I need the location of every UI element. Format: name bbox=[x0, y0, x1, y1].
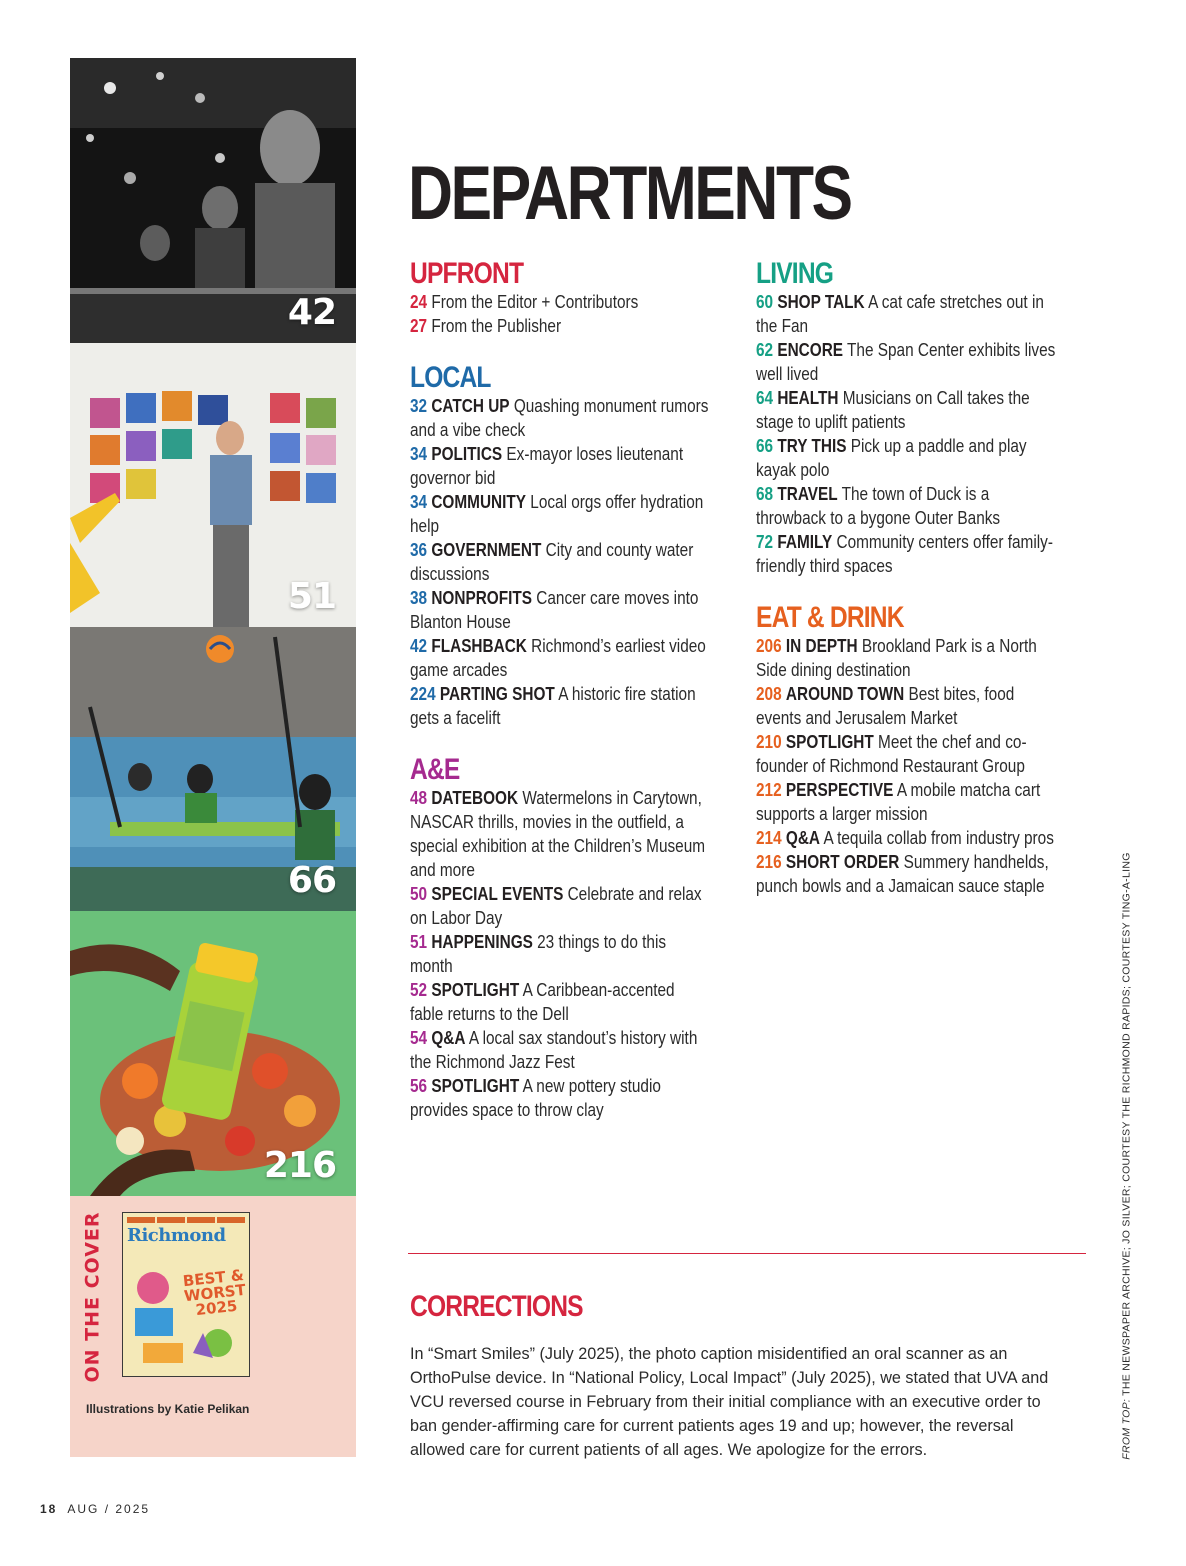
entry-page-number: 51 bbox=[410, 931, 428, 952]
entry-page-number: 212 bbox=[756, 779, 782, 800]
entry-keyword: SHORT ORDER bbox=[785, 851, 900, 872]
section-heading: UPFRONT bbox=[410, 257, 524, 290]
entry-keyword: TRAVEL bbox=[777, 483, 838, 504]
section-heading: LOCAL bbox=[410, 361, 491, 394]
entry-keyword: PERSPECTIVE bbox=[785, 779, 894, 800]
toc-entry[interactable] bbox=[756, 826, 1056, 850]
toc-entry[interactable] bbox=[410, 1026, 710, 1074]
toc-entry[interactable] bbox=[756, 338, 1056, 386]
entry-description: Community centers offer family-friendly third spaces bbox=[756, 531, 1053, 576]
entry-page-number: 208 bbox=[756, 683, 782, 704]
photo-column bbox=[70, 58, 356, 1196]
cover-headline: BEST & WORST 2025 bbox=[182, 1265, 247, 1320]
toc-entry[interactable] bbox=[410, 930, 710, 978]
entry-page-number: 32 bbox=[410, 395, 428, 416]
toc-entry[interactable] bbox=[756, 290, 1056, 338]
corrections-title: CORRECTIONS bbox=[410, 1290, 583, 1323]
toc-entry[interactable] bbox=[410, 1074, 710, 1122]
entry-keyword: NONPROFITS bbox=[431, 587, 533, 608]
toc-entry[interactable] bbox=[756, 434, 1056, 482]
entry-keyword: SHOP TALK bbox=[777, 291, 865, 312]
entry-description: A local sax standout’s history with the Richmond Jazz Fest bbox=[410, 1027, 698, 1072]
entry-keyword: IN DEPTH bbox=[785, 635, 858, 656]
entry-page-number: 60 bbox=[756, 291, 774, 312]
section-heading: LIVING bbox=[756, 257, 834, 290]
entry-keyword: Q&A bbox=[785, 827, 821, 848]
entry-description: A tequila collab from industry pros bbox=[823, 827, 1054, 848]
entry-keyword: CATCH UP bbox=[431, 395, 510, 416]
section-heading: A&E bbox=[410, 753, 460, 786]
toc-entry[interactable] bbox=[756, 386, 1056, 434]
entry-description: Brookland Park is a North Side dining destination bbox=[756, 635, 1037, 680]
folio bbox=[40, 1502, 150, 1516]
entry-description: Quashing monument rumors and a vibe check bbox=[410, 395, 709, 440]
entry-description: A mobile matcha cart supports a larger mission bbox=[756, 779, 1041, 824]
entry-keyword: FAMILY bbox=[777, 531, 833, 552]
entry-description: Local orgs offer hydration help bbox=[410, 491, 704, 536]
entry-keyword: HAPPENINGS bbox=[431, 931, 533, 952]
section-local bbox=[410, 362, 710, 730]
entry-description: Musicians on Call takes the stage to uplift patients bbox=[756, 387, 1030, 432]
entry-description: The Span Center exhibits lives well lived bbox=[756, 339, 1056, 384]
entry-description: The town of Duck is a throwback to a bygone Outer Banks bbox=[756, 483, 1001, 528]
folio-issue: AUG / 2025 bbox=[67, 1502, 151, 1516]
entry-page-number: 34 bbox=[410, 443, 428, 464]
entry-page-number: 210 bbox=[756, 731, 782, 752]
toc-entry[interactable] bbox=[410, 490, 710, 538]
entry-description: Cancer care moves into Blanton House bbox=[410, 587, 699, 632]
section-living bbox=[756, 258, 1056, 578]
entry-description: City and county water discussions bbox=[410, 539, 694, 584]
toc-entry[interactable] bbox=[410, 290, 710, 314]
entry-keyword: GOVERNMENT bbox=[431, 539, 542, 560]
toc-entry[interactable] bbox=[756, 530, 1056, 578]
toc-entry[interactable] bbox=[410, 586, 710, 634]
toc-entry[interactable] bbox=[410, 538, 710, 586]
toc-entry[interactable] bbox=[756, 730, 1056, 778]
toc-entry[interactable] bbox=[410, 882, 710, 930]
entry-page-number: 50 bbox=[410, 883, 428, 904]
section-a-e bbox=[410, 754, 710, 1122]
on-the-cover-box bbox=[70, 1196, 356, 1457]
entry-page-number: 206 bbox=[756, 635, 782, 656]
entry-description: Summery handhelds, punch bowls and a Jamaican sauce staple bbox=[756, 851, 1049, 896]
entry-description: From the Publisher bbox=[431, 315, 562, 336]
entry-keyword: PARTING SHOT bbox=[439, 683, 555, 704]
entry-description: Watermelons in Carytown, NASCAR thrills, movies in the outfield, a special exhibition at the Children’s Museum and more bbox=[410, 787, 706, 880]
entry-page-number: 66 bbox=[756, 435, 774, 456]
toc-entry[interactable] bbox=[410, 314, 710, 338]
folio-page-number: 18 bbox=[40, 1502, 58, 1516]
entry-page-number: 42 bbox=[410, 635, 428, 656]
entry-description: Ex-mayor loses lieutenant governor bid bbox=[410, 443, 684, 488]
departments-right-column bbox=[756, 258, 1056, 922]
entry-description: A Caribbean-accented fable returns to the Dell bbox=[410, 979, 675, 1024]
toc-entry[interactable] bbox=[410, 442, 710, 490]
cover-thumbnail[interactable] bbox=[122, 1212, 250, 1377]
entry-page-number: 48 bbox=[410, 787, 428, 808]
entry-page-number: 72 bbox=[756, 531, 774, 552]
toc-entry[interactable] bbox=[410, 394, 710, 442]
entry-keyword: DATEBOOK bbox=[431, 787, 519, 808]
entry-page-number: 36 bbox=[410, 539, 428, 560]
entry-page-number: 216 bbox=[756, 851, 782, 872]
section-upfront bbox=[410, 258, 710, 338]
corrections-divider bbox=[408, 1253, 1086, 1254]
entry-description: Best bites, food events and Jerusalem Market bbox=[756, 683, 1015, 728]
photo-page-number: 51 bbox=[287, 576, 336, 617]
entry-keyword: HEALTH bbox=[777, 387, 839, 408]
entry-page-number: 52 bbox=[410, 979, 428, 1000]
entry-description: A cat cafe stretches out in the Fan bbox=[756, 291, 1044, 336]
entry-keyword: ENCORE bbox=[777, 339, 844, 360]
entry-page-number: 68 bbox=[756, 483, 774, 504]
entry-description: 23 things to do this month bbox=[410, 931, 667, 976]
entry-page-number: 27 bbox=[410, 315, 428, 336]
toc-entry[interactable] bbox=[410, 786, 710, 882]
photo-credits bbox=[1117, 852, 1137, 1460]
entry-keyword: POLITICS bbox=[431, 443, 503, 464]
entry-keyword: COMMUNITY bbox=[431, 491, 527, 512]
photo-kayak-polo[interactable] bbox=[70, 627, 356, 911]
photo-credit-prefix: FROM TOP: bbox=[1121, 1398, 1133, 1460]
cover-credit: Illustrations by Katie Pelikan bbox=[86, 1402, 250, 1416]
cover-masthead: Richmond bbox=[127, 1225, 226, 1246]
entry-page-number: 224 bbox=[410, 683, 436, 704]
entry-page-number: 54 bbox=[410, 1027, 428, 1048]
entry-description: Richmond’s earliest video game arcades bbox=[410, 635, 706, 680]
entry-keyword: SPOTLIGHT bbox=[431, 1075, 520, 1096]
entry-description: Celebrate and relax on Labor Day bbox=[410, 883, 702, 928]
photo-hot-sauce[interactable] bbox=[70, 911, 356, 1196]
entry-page-number: 38 bbox=[410, 587, 428, 608]
section-eat-drink bbox=[756, 602, 1056, 898]
entry-keyword: SPOTLIGHT bbox=[785, 731, 874, 752]
entry-page-number: 214 bbox=[756, 827, 782, 848]
section-heading: EAT & DRINK bbox=[756, 601, 904, 634]
entry-description: From the Editor + Contributors bbox=[431, 291, 639, 312]
toc-entry[interactable] bbox=[410, 978, 710, 1026]
page-title: DEPARTMENTS bbox=[408, 151, 851, 236]
photo-page-number: 66 bbox=[287, 860, 336, 901]
entry-keyword: Q&A bbox=[431, 1027, 466, 1048]
entry-page-number: 64 bbox=[756, 387, 774, 408]
entry-keyword: FLASHBACK bbox=[431, 635, 527, 656]
toc-entry[interactable] bbox=[756, 482, 1056, 530]
departments-left-column bbox=[410, 258, 710, 1146]
toc-entry[interactable] bbox=[756, 634, 1056, 682]
toc-entry[interactable] bbox=[410, 634, 710, 682]
photo-artist[interactable] bbox=[70, 343, 356, 627]
entry-description: Pick up a paddle and play kayak polo bbox=[756, 435, 1027, 480]
entry-description: A new pottery studio provides space to throw clay bbox=[410, 1075, 661, 1120]
entry-page-number: 24 bbox=[410, 291, 428, 312]
photo-page-number: 216 bbox=[263, 1145, 336, 1186]
entry-keyword: SPECIAL EVENTS bbox=[431, 883, 564, 904]
corrections-body: In “Smart Smiles” (July 2025), the photo caption misidentified an oral scanner as an OrthoPulse device. In “National Policy, Local Impact” (July 2025), we stated that UVA and VCU reversed course in February from their initial compliance with an executive order to ban gender-affirming care for current patients ages 19 and up; however, the reversal allowed care for current patients of all ages. We apologize for the errors. bbox=[410, 1345, 1049, 1459]
photo-arcade[interactable] bbox=[70, 58, 356, 343]
toc-entry[interactable] bbox=[756, 850, 1056, 898]
toc-entry[interactable] bbox=[410, 682, 710, 730]
photo-credit-text: THE NEWSPAPER ARCHIVE; JO SILVER; COURTESY THE RICHMOND RAPIDS; COURTESY TING-A-LING bbox=[1121, 852, 1133, 1396]
cover-label: ON THE COVER bbox=[82, 1211, 104, 1383]
entry-keyword: SPOTLIGHT bbox=[431, 979, 520, 1000]
toc-entry[interactable] bbox=[756, 682, 1056, 730]
entry-description: A historic fire station gets a facelift bbox=[410, 683, 696, 728]
entry-description: Meet the chef and co-founder of Richmond Restaurant Group bbox=[756, 731, 1027, 776]
entry-page-number: 34 bbox=[410, 491, 428, 512]
entry-page-number: 56 bbox=[410, 1075, 428, 1096]
photo-page-number: 42 bbox=[287, 292, 336, 333]
entry-keyword: AROUND TOWN bbox=[785, 683, 905, 704]
toc-entry[interactable] bbox=[756, 778, 1056, 826]
entry-keyword: TRY THIS bbox=[777, 435, 847, 456]
entry-page-number: 62 bbox=[756, 339, 774, 360]
